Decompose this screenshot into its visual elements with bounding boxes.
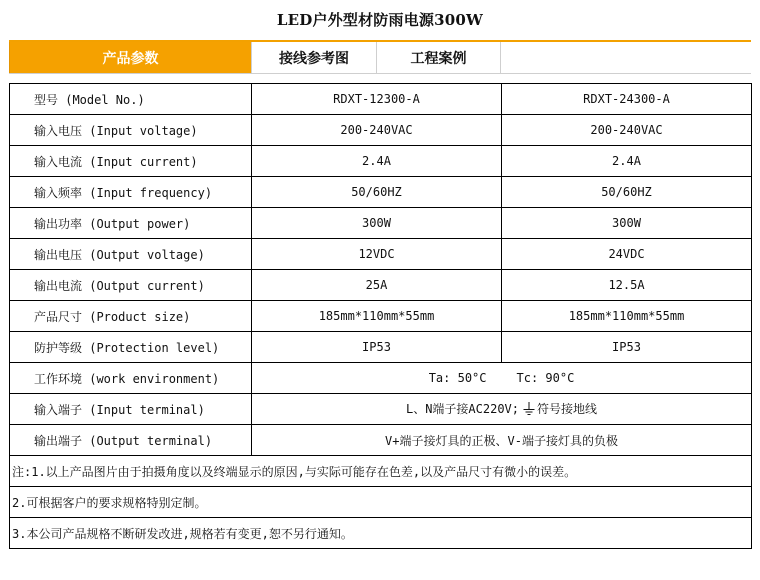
row-label: 输入电压 (Input voltage) [10,115,252,146]
value-model-24v: RDXT-24300-A [502,84,752,115]
value-input-current-12v: 2.4A [252,146,502,177]
table-row [10,301,752,332]
table-row [10,332,752,363]
page-title: LED户外型材防雨电源300W [276,11,484,29]
value-input-frequency-24v: 50/60HZ [502,177,752,208]
ground-text: 符号接地线 [537,401,598,416]
row-label: 输入端子 (Input terminal) [10,394,252,425]
value-output-voltage-12v: 12VDC [252,239,502,270]
value-model-12v: RDXT-12300-A [252,84,502,115]
value-input-voltage-24v: 200-240VAC [502,115,752,146]
row-label: 输出端子 (Output terminal) [10,425,252,456]
value-input-voltage-12v: 200-240VAC [252,115,502,146]
row-label: 输出电压 (Output voltage) [10,239,252,270]
row-label: 防护等级 (Protection level) [10,332,252,363]
table-row [10,239,752,270]
tab-bar [9,40,751,74]
table-row [10,115,752,146]
value-protection-level-12v: IP53 [252,332,502,363]
input-terminal-text: L、N端子接AC220V; [405,401,519,416]
value-output-power-24v: 300W [502,208,752,239]
row-label: 输入频率 (Input frequency) [10,177,252,208]
ground-symbol-icon [523,402,535,419]
table-row [10,394,752,425]
value-protection-level-24v: IP53 [502,332,752,363]
value-work-environment [252,363,752,394]
temperature-tc: Tc: 90°C [516,371,575,385]
value-product-size-12v: 185mm*110mm*55mm [252,301,502,332]
note-1: 注:1.以上产品图片由于拍摄角度以及终端显示的原因,与实际可能存在色差,以及产品尺寸有微小的误差。 [10,456,752,487]
row-label: 输入电流 (Input current) [10,146,252,177]
table-row [10,84,752,115]
value-output-power-12v: 300W [252,208,502,239]
row-label: 输出电流 (Output current) [10,270,252,301]
row-label: 产品尺寸 (Product size) [10,301,252,332]
spec-table [9,83,752,549]
tab-project-cases[interactable]: 工程案例 [377,42,501,73]
value-output-current-24v: 12.5A [502,270,752,301]
row-label: 工作环境 (work environment) [10,363,252,394]
table-row [10,363,752,394]
table-row [10,425,752,456]
value-output-current-12v: 25A [252,270,502,301]
temperature-ta: Ta: 50°C [428,371,487,385]
note-3: 3.本公司产品规格不断研发改进,规格若有变更,恕不另行通知。 [10,518,752,549]
table-row [10,270,752,301]
value-output-voltage-24v: 24VDC [502,239,752,270]
table-row [10,487,752,518]
table-row [10,456,752,487]
row-label: 输出功率 (Output power) [10,208,252,239]
tab-wiring-diagram[interactable]: 接线参考图 [252,42,377,73]
value-output-terminal: V+端子接灯具的正极、V-端子接灯具的负极 [252,425,752,456]
tab-product-params[interactable]: 产品参数 [9,42,252,73]
value-input-current-24v: 2.4A [502,146,752,177]
row-label: 型号 (Model No.) [10,84,252,115]
table-row [10,177,752,208]
table-row [10,208,752,239]
value-input-terminal [252,394,752,425]
table-row [10,146,752,177]
table-row [10,518,752,549]
value-input-frequency-12v: 50/60HZ [252,177,502,208]
note-2: 2.可根据客户的要求规格特别定制。 [10,487,752,518]
value-product-size-24v: 185mm*110mm*55mm [502,301,752,332]
